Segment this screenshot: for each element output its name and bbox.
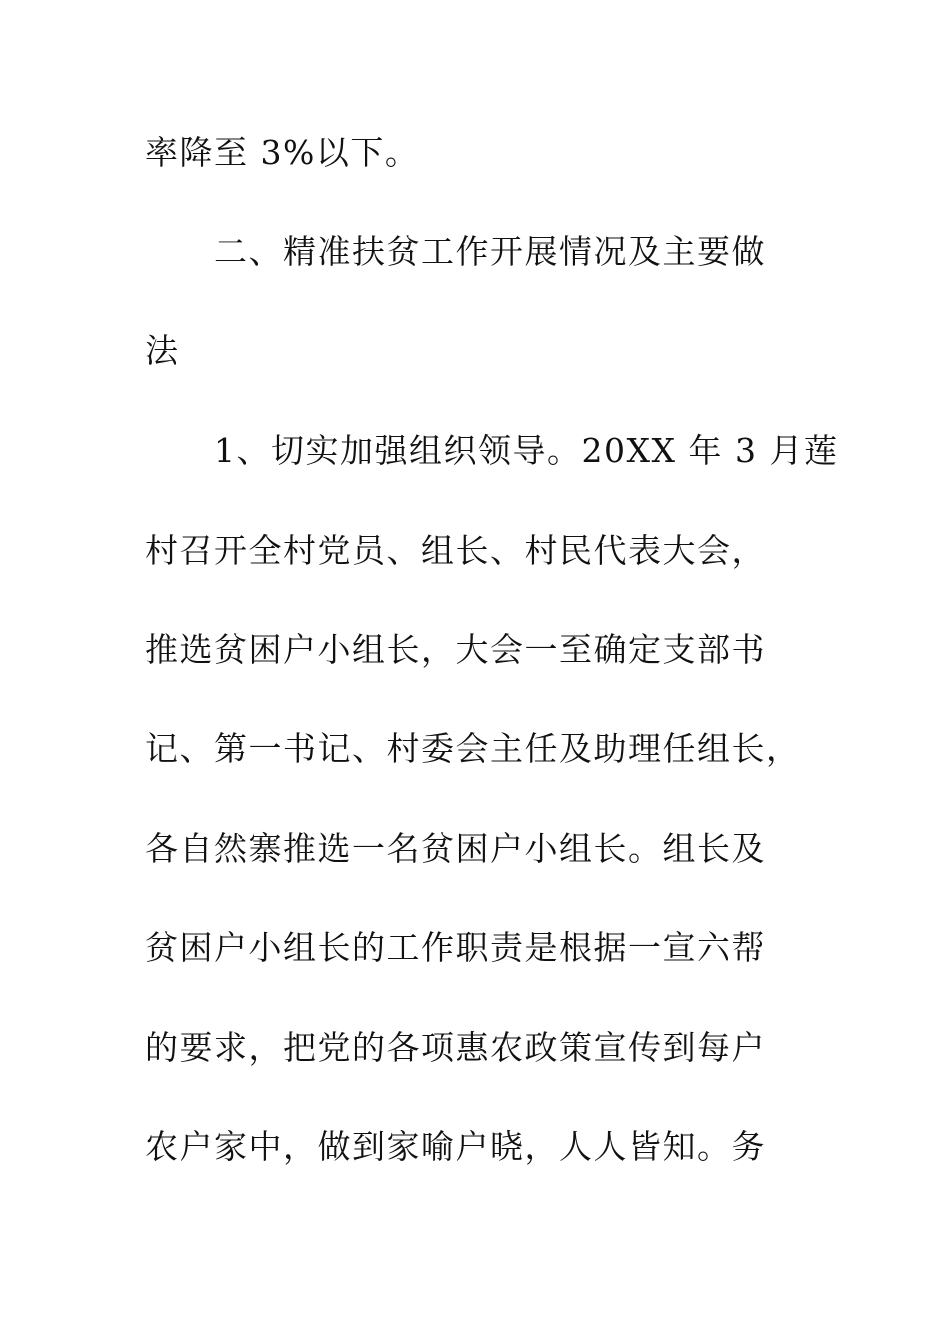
paragraph-first-line: 1、切实加强组织领导。20XX 年 3 月莲 — [214, 431, 839, 470]
text-line: 贫困户小组长的工作职责是根据一宣六帮 — [145, 928, 766, 967]
text-line: 各自然寨推选一名贫困户小组长。组长及 — [145, 829, 766, 868]
text-line: 记、第一书记、村委会主任及助理任组长， — [145, 729, 801, 768]
section-heading-continued: 法 — [145, 331, 180, 370]
text-line: 农户家中，做到家喻户晓，人人皆知。务 — [145, 1127, 766, 1166]
text-line: 村召开全村党员、组长、村民代表大会， — [145, 531, 766, 570]
text-line: 推选贫困户小组长，大会一至确定支部书 — [145, 630, 766, 669]
text-line: 的要求，把党的各项惠农政策宣传到每户 — [145, 1028, 766, 1067]
text-line: 率降至 3%以下。 — [145, 133, 420, 172]
section-heading: 二、精准扶贫工作开展情况及主要做 — [214, 232, 766, 271]
